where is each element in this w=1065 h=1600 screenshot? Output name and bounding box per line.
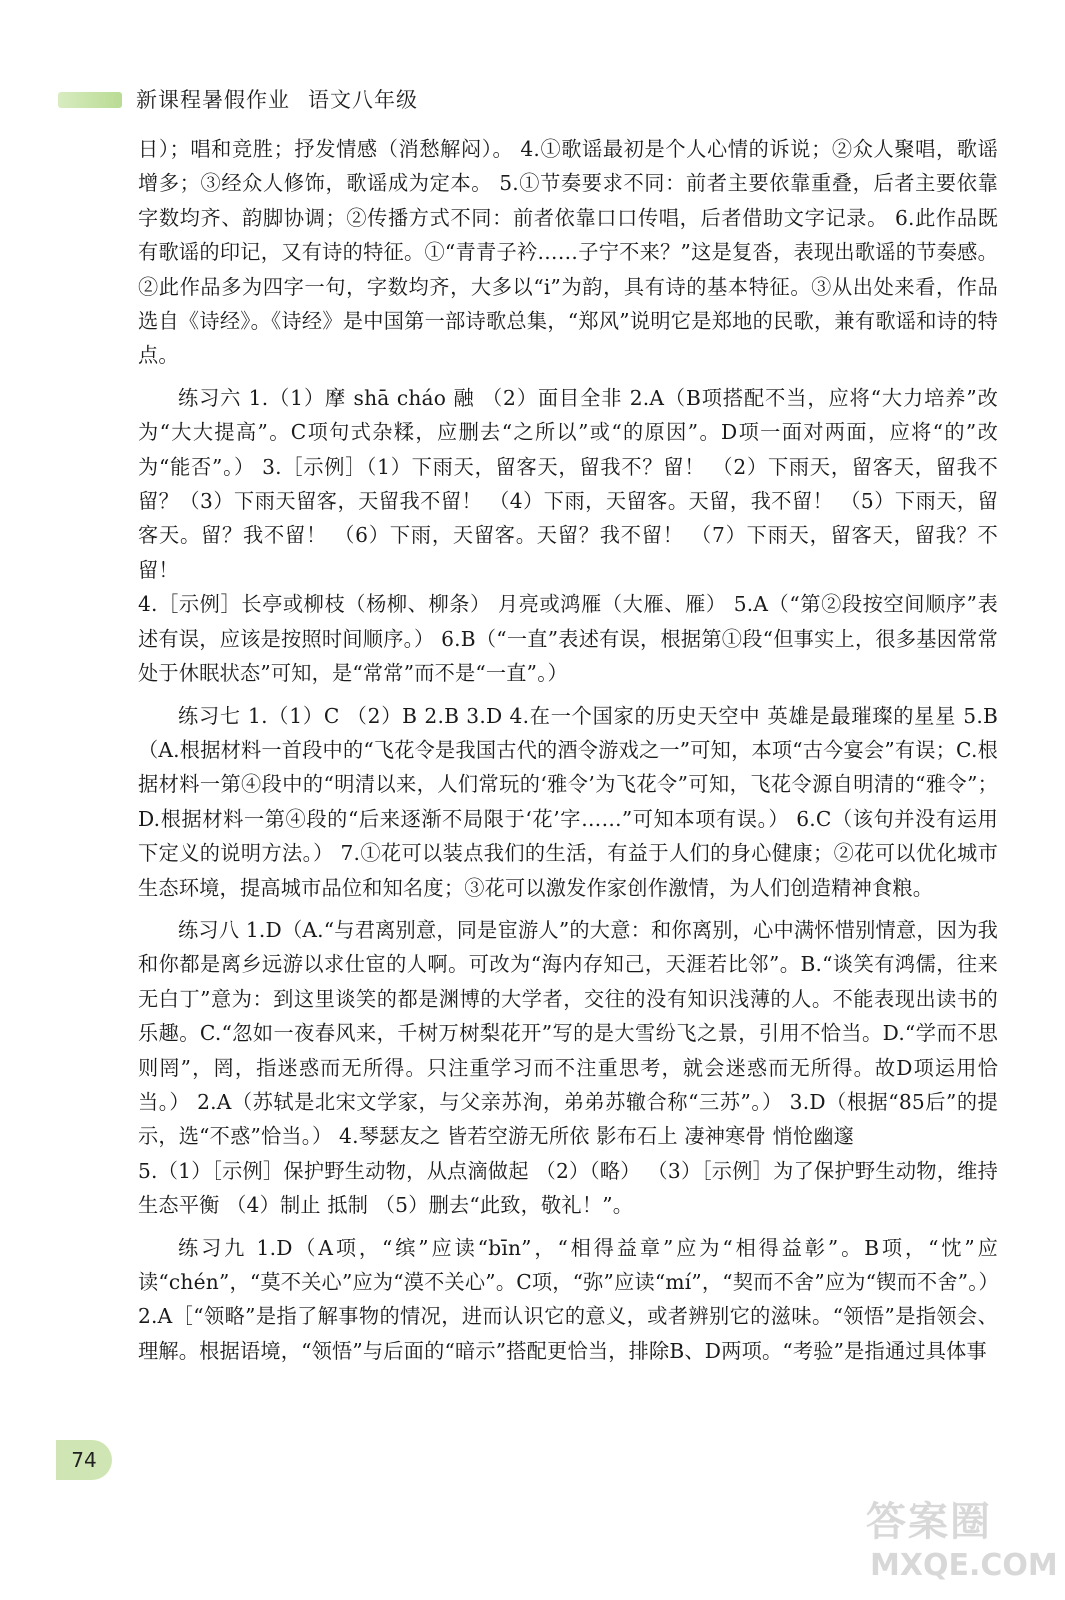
watermark-domain: MXQE.COM xyxy=(870,1548,1058,1583)
exercise-8: 练习八 1.D（A.“与君离别意，同是宦游人”的大意：和你离别，心中满怀惜别情意，因为我和你都是离乡远游以求仕宦的人啊。可改为“海内存知己，天涯若比邻”。B.“谈笑有鸿儒，往来无白丁”意为：到这里谈笑的都是渊博的大学者，交往的没有知识浅薄的人。不能表现出读书的乐趣。C.“忽如一夜春风来，千树万树梨花开”写的是大雪纷飞之景，引用不恰当。D.“学而不思则罔”，罔，指迷惑而无所得。只注重学习而不注重思考，就会迷惑而无所得。故D项运用恰当。） 2.A（苏轼是北宋文学家，与父亲苏洵，弟弟苏辙合称“三苏”。） 3.D（根据“85后”的提示，选“不惑”恰当。） 4.琴瑟友之 皆若空游无所依 影布石上 凄神寒骨 悄怆幽邃 xyxy=(138,917,998,1149)
book-title: 新课程暑假作业 xyxy=(136,88,290,112)
exercise-9-continued: 2.A［“领略”是指了解事物的情况，进而认识它的意义，或者辨别它的滋味。“领悟”是指领会、理解。根据语境，“领悟”与后面的“暗示”搭配更恰当，排除B、D两项。“考验”是指通过具体事 xyxy=(138,1304,998,1363)
header-title xyxy=(136,84,436,114)
page-header xyxy=(0,82,1065,122)
exercise-6-continued: 4.［示例］长亭或柳枝（杨柳、柳条） 月亮或鸿雁（大雁、雁） 5.A（“第②段按空间顺序”表述有误，应该是按照时间顺序。） 6.B（“一直”表述有误，根据第①段“但事实上，很多基因常常处于休眠状态”可知，是“常常”而不是“一直”。） xyxy=(138,592,998,686)
exercise-6: 练习六 1.（1）摩 shā cháo 融 （2）面目全非 2.A（B项搭配不当，应将“大力培养”改为“大大提高”。C项句式杂糅，应删去“之所以”或“的原因”。D项一面对两面，应将“的”改为“能否”。） 3.［示例］（1）下雨天，留客天，留我不？留！ （2）下雨天，留客天，留我不留？（3）下雨天留客，天留我不留！ （4）下雨，天留客。天留，我不留！ （5）下雨天，留客天。留？我不留！ （6）下雨，天留客。天留？我不留！ （7）下雨天，留客天，留我？不留！ xyxy=(138,385,998,582)
watermark-logo xyxy=(858,1488,1058,1588)
paragraph-continuation: 日）；唱和竞胜；抒发情感（消愁解闷）。 4.①歌谣最初是个人心情的诉说；②众人聚唱，歌谣增多；③经众人修饰，歌谣成为定本。 5.①节奏要求不同：前者主要依靠重叠，后者主要依靠字数均齐、韵脚协调；②传播方式不同：前者依靠口口传唱，后者借助文字记录。 6.此作品既有歌谣的印记，又有诗的特征。①“青青子衿……子宁不来？”这是复沓，表现出歌谣的节奏感。②此作品多为四字一句，字数均齐，大多以“i”为韵，具有诗的基本特征。③从出处来看，作品选自《诗经》。《诗经》是中国第一部诗歌总集，“郑风”说明它是郑地的民歌，兼有歌谣和诗的特点。 xyxy=(138,137,998,368)
header-accent-bar xyxy=(58,92,122,108)
exercise-8-continued: 5.（1）［示例］保护野生动物，从点滴做起 （2）（略） （3）［示例］为了保护野生动物，维持生态平衡 （4）制止 抵制 （5）删去“此致，敬礼！”。 xyxy=(138,1158,998,1218)
watermark-text: 答案圈 xyxy=(866,1499,992,1545)
exercise-7: 练习七 1.（1）C （2）B 2.B 3.D 4.在一个国家的历史天空中 英雄是最璀璨的星星 5.B（A.根据材料一首段中的“飞花令是我国古代的酒令游戏之一”可知，本项“古今宴会”有误；C.根据材料一第④段中的“明清以来，人们常玩的‘雅令’为飞花令”可知，飞花令源自明清的“雅令”；D.根据材料一第④段的“后来逐渐不局限于‘花’字……”可知本项有误。） 6.C（该句并没有运用下定义的说明方法。） 7.①花可以装点我们的生活，有益于人们的身心健康；②花可以优化城市生态环境，提高城市品位和知名度；③花可以激发作家创作激情，为人们创造精神食粮。 xyxy=(138,703,998,900)
exercise-9: 练习九 1.D（A项，“缤”应读“bīn”，“相得益章”应为“相得益彰”。B项，“忱”应读“chén”，“莫不关心”应为“漠不关心”。C项，“弥”应读“mí”，“契而不舍”应为“锲而不舍”。） xyxy=(138,1235,999,1294)
subject-grade: 语文八年级 xyxy=(308,88,418,112)
page-number: 74 xyxy=(56,1440,112,1480)
answer-content xyxy=(138,132,998,1368)
